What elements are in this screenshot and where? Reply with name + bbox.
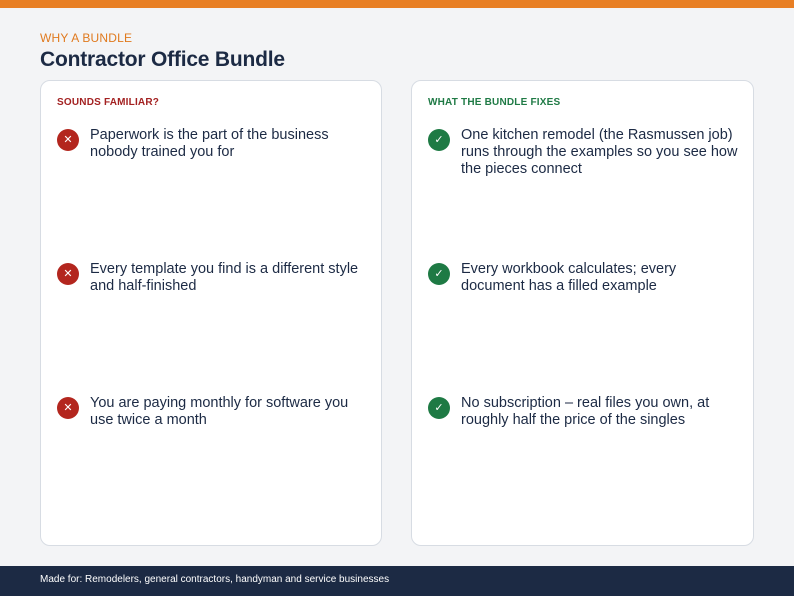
solutions-heading: WHAT THE BUNDLE FIXES [428, 97, 561, 108]
x-icon: ✕ [57, 397, 79, 419]
solution-text: No subscription – real files you own, at roughly half the price of the singles [461, 395, 710, 428]
solution-text: Every workbook calculates; every document has a filled example [461, 261, 677, 294]
problem-text: You are paying monthly for software you use twice a month [90, 395, 349, 428]
x-icon: ✕ [57, 129, 79, 151]
check-icon: ✓ [428, 263, 450, 285]
problems-card [40, 80, 382, 546]
eyebrow-label: WHY A BUNDLE [40, 31, 133, 45]
problem-text: Every template you find is a different style and half-finished [90, 261, 359, 294]
solution-text: One kitchen remodel (the Rasmussen job) runs through the examples so you see how the pieces connect [461, 127, 738, 177]
page-title: Contractor Office Bundle [40, 48, 285, 71]
footer-bar [0, 566, 794, 596]
check-icon: ✓ [428, 397, 450, 419]
check-icon: ✓ [428, 129, 450, 151]
x-icon: ✕ [57, 263, 79, 285]
top-accent-bar [0, 0, 794, 8]
footer-text: Made for: Remodelers, general contractors, handyman and service businesses [40, 574, 390, 585]
problems-heading: SOUNDS FAMILIAR? [57, 97, 160, 108]
solutions-card [411, 80, 754, 546]
problem-text: Paperwork is the part of the business nobody trained you for [90, 127, 329, 160]
